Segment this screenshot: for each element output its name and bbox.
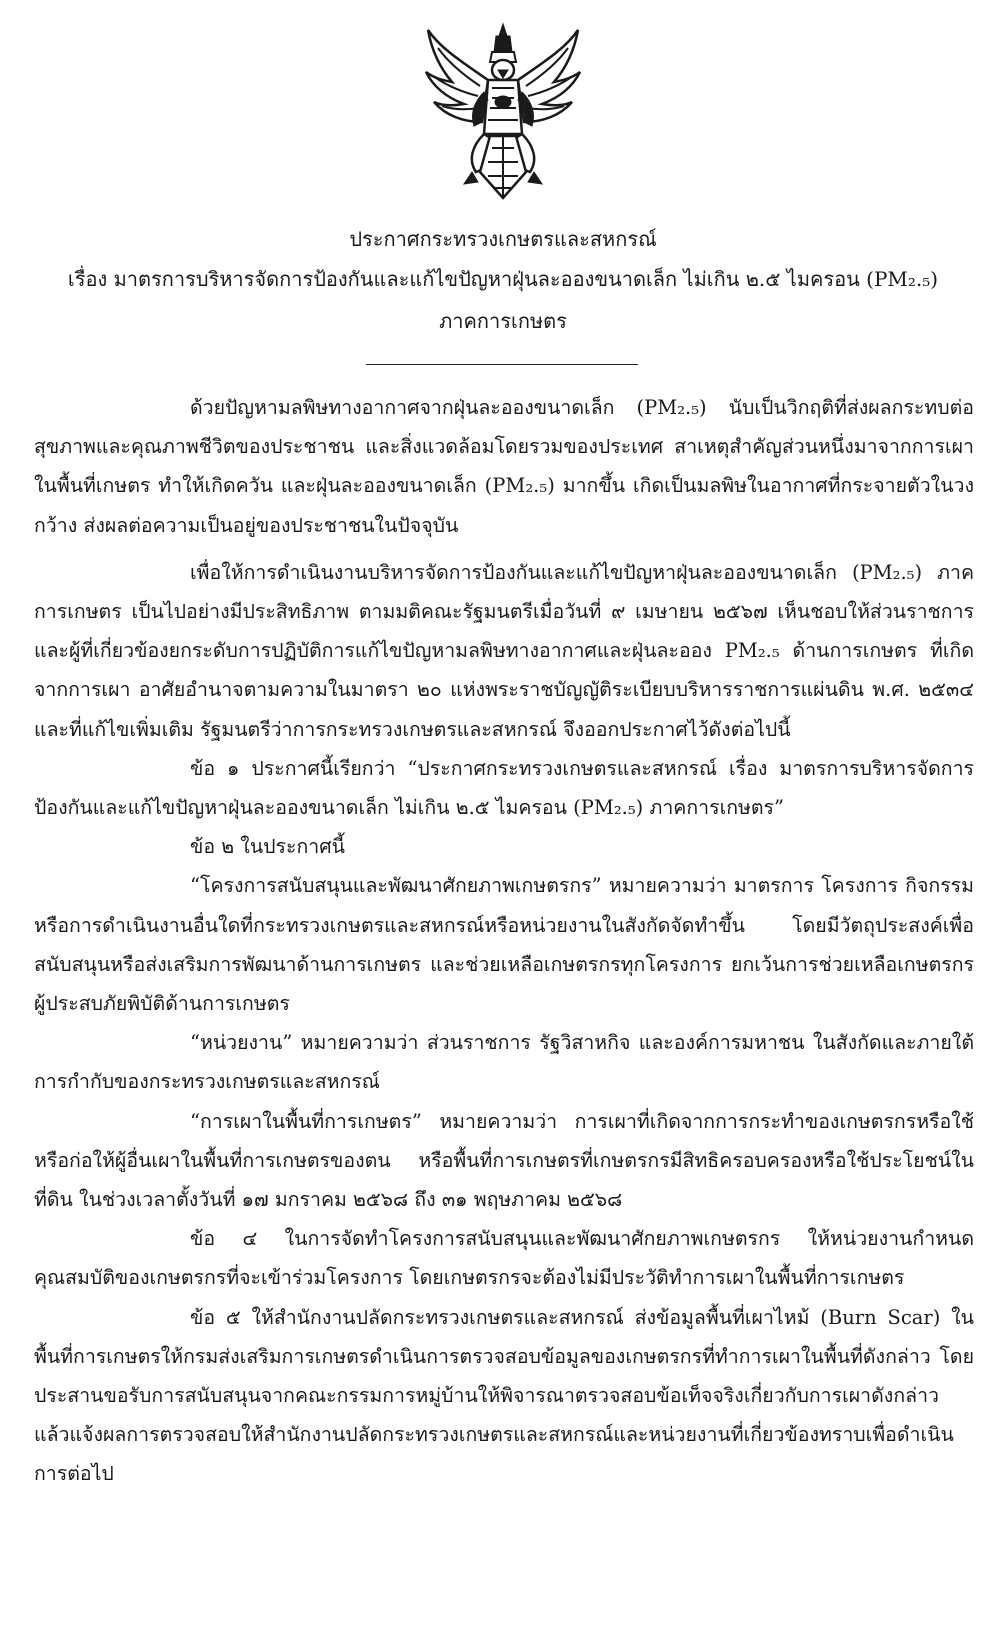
document-body [34, 388, 974, 1494]
definition-project: “โครงการสนับสนุนและพัฒนาศักยภาพเกษตรกร” หมายความว่า มาตรการ โครงการ กิจกรรม หรือการดำเนินงานอื่นใดที่กระทรวงเกษตรและสหกรณ์หรือหน่วยงานในสังกัดจัดทำขึ้น โดยมีวัตถุประสงค์เพื่อสนับสนุนหรือส่งเสริมการพัฒนาด้านการเกษตร และช่วยเหลือเกษตรกรทุกโครงการ ยกเว้นการช่วยเหลือเกษตรกรผู้ประสบภัยพิบัติด้านการเกษตร [34, 874, 974, 1016]
title-divider [366, 364, 638, 365]
document-title: ประกาศกระทรวงเกษตรและสหกรณ์ [349, 227, 657, 251]
clause-4: ข้อ ๔ ในการจัดทำโครงการสนับสนุนและพัฒนาศักยภาพเกษตรกร ให้หน่วยงานกำหนดคุณสมบัติของเกษตรกรที่จะเข้าร่วมโครงการ โดยเกษตรกรจะต้องไม่มีประวัติทำการเผาในพื้นที่การเกษตร [34, 1227, 974, 1290]
paragraph-authority: เพื่อให้การดำเนินงานบริหารจัดการป้องกันและแก้ไขปัญหาฝุ่นละอองขนาดเล็ก (PM₂.₅) ภาคการเกษตร เป็นไปอย่างมีประสิทธิภาพ ตามมติคณะรัฐมนตรีเมื่อวันที่ ๙ เมษายน ๒๕๖๗ เห็นชอบให้ส่วนราชการและผู้ที่เกี่ยวข้องยกระดับการปฏิบัติการแก้ไขปัญหามลพิษทางอากาศและฝุ่นละออง PM₂.₅ ด้านการเกษตร ที่เกิดจากการเผา อาศัยอำนาจตามความในมาตรา ๒๐ แห่งพระราชบัญญัติระเบียบบริหารราชการแผ่นดิน พ.ศ. ๒๕๓๔ และที่แก้ไขเพิ่มเติม รัฐมนตรีว่าการกระทรวงเกษตรและสหกรณ์ จึงออกประกาศไว้ดังต่อไปนี้ [34, 560, 974, 741]
document-subject: เรื่อง มาตรการบริหารจัดการป้องกันและแก้ไขปัญหาฝุ่นละอองขนาดเล็ก ไม่เกิน ๒.๕ ไมครอน (PM₂.₅) [67, 267, 939, 291]
definition-burning: “การเผาในพื้นที่การเกษตร” หมายความว่า การเผาที่เกิดจากการกระทำของเกษตรกรหรือใช้หรือก่อให้ผู้อื่นเผาในพื้นที่การเกษตรของตน หรือพื้นที่การเกษตรที่เกษตรกรมีสิทธิครอบครองหรือใช้ประโยชน์ในที่ดิน ในช่วงเวลาตั้งวันที่ ๑๗ มกราคม ๒๕๖๘ ถึง ๓๑ พฤษภาคม ๒๕๖๘ [34, 1109, 974, 1212]
clause-2: ข้อ ๒ ในประกาศนี้ [190, 835, 345, 859]
paragraph-preamble: ด้วยปัญหามลพิษทางอากาศจากฝุ่นละอองขนาดเล็ก (PM₂.₅) นับเป็นวิกฤติที่ส่งผลกระทบต่อสุขภาพและคุณภาพชีวิตของประชาชน และสิ่งแวดล้อมโดยรวมของประเทศ สาเหตุสำคัญส่วนหนึ่งมาจากการเผาในพื้นที่เกษตร ทำให้เกิดควัน และฝุ่นละอองขนาดเล็ก (PM₂.₅) มากขึ้น เกิดเป็นมลพิษในอากาศที่กระจายตัวในวงกว้าง ส่งผลต่อความเป็นอยู่ของประชาชนในปัจจุบัน [34, 396, 974, 537]
clause-1: ข้อ ๑ ประกาศนี้เรียกว่า “ประกาศกระทรวงเกษตรและสหกรณ์ เรื่อง มาตรการบริหารจัดการป้องกันและแก้ไขปัญหาฝุ่นละอองขนาดเล็ก ไม่เกิน ๒.๕ ไมครอน (PM₂.₅) ภาคการเกษตร” [34, 756, 974, 820]
document-sector: ภาคการเกษตร [439, 309, 567, 333]
clause-5: ข้อ ๕ ให้สำนักงานปลัดกระทรวงเกษตรและสหกรณ์ ส่งข้อมูลพื้นที่เผาไหม้ (Burn Scar) ในพื้นที่การเกษตรให้กรมส่งเสริมการเกษตรดำเนินการตรวจสอบข้อมูลของเกษตรกรที่ทำการเผาในพื้นที่ดังกล่าว โดยประสานขอรับการสนับสนุนจากคณะกรรมการหมู่บ้านให้พิจารณาตรวจสอบข้อเท็จจริงเกี่ยวกับการเผาดังกล่าว แล้วแจ้งผลการตรวจสอบให้สำนักงานปลัดกระทรวงเกษตรและสหกรณ์และหน่วยงานที่เกี่ยวข้องทราบเพื่อดำเนินการต่อไป [34, 1305, 974, 1486]
garuda-emblem-icon [422, 22, 584, 204]
definition-agency: “หน่วยงาน” หมายความว่า ส่วนราชการ รัฐวิสาหกิจ และองค์การมหาชน ในสังกัดและภายใต้การกำกับของกระทรวงเกษตรและสหกรณ์ [34, 1031, 974, 1094]
